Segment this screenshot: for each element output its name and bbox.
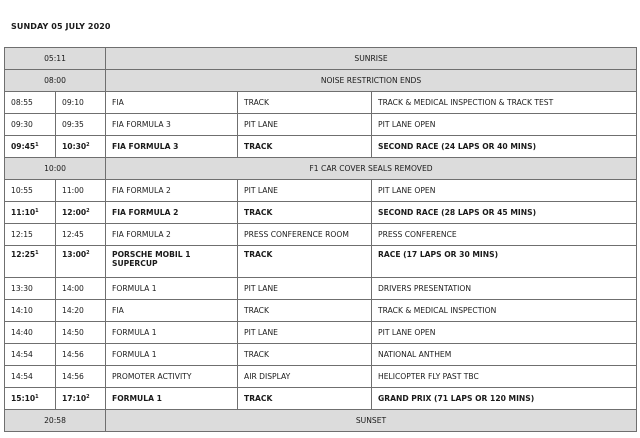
start-time: $09:45^1$ xyxy=(5,136,56,158)
session-row xyxy=(5,366,637,388)
milestone-time: 10:00 xyxy=(5,158,106,180)
activity: SECOND RACE (28 LAPS OR 45 MINS) xyxy=(372,202,637,224)
end-time-footnote: 2 xyxy=(86,394,90,400)
session-row xyxy=(5,246,637,278)
session-row xyxy=(5,388,637,410)
milestone-row xyxy=(5,158,637,180)
start-time: 14:54 xyxy=(5,366,56,388)
milestone-time: 05:11 xyxy=(5,48,106,70)
end-time-footnote: 2 xyxy=(86,142,90,148)
category: FORMULA 1 xyxy=(106,278,238,300)
end-time-footnote: 2 xyxy=(86,208,90,214)
session-row xyxy=(5,92,637,114)
category: FIA xyxy=(106,300,238,322)
end-time: 14:56 xyxy=(56,366,106,388)
location: AIR DISPLAY xyxy=(238,366,372,388)
session-row xyxy=(5,136,637,158)
end-time: 11:00 xyxy=(56,180,106,202)
milestone-label: SUNRISE xyxy=(106,48,637,70)
end-time-footnote: 2 xyxy=(86,250,90,256)
category: FIA FORMULA 3 xyxy=(106,136,238,158)
start-time: $12:25^1$ xyxy=(5,246,56,278)
activity: SECOND RACE (24 LAPS OR 40 MINS) xyxy=(372,136,637,158)
location: TRACK xyxy=(238,344,372,366)
milestone-time: 20:58 xyxy=(5,410,106,432)
category: PROMOTER ACTIVITY xyxy=(106,366,238,388)
start-time: $15:10^1$ xyxy=(5,388,56,410)
milestone-label: NOISE RESTRICTION ENDS xyxy=(106,70,637,92)
location: TRACK xyxy=(238,136,372,158)
session-row xyxy=(5,278,637,300)
activity: TRACK & MEDICAL INSPECTION xyxy=(372,300,637,322)
start-time-footnote: 1 xyxy=(35,208,39,214)
start-time: 12:15 xyxy=(5,224,56,246)
category: FIA xyxy=(106,92,238,114)
category: FIA FORMULA 2 xyxy=(106,224,238,246)
start-time: $11:10^1$ xyxy=(5,202,56,224)
session-row xyxy=(5,180,637,202)
milestone-label: F1 CAR COVER SEALS REMOVED xyxy=(106,158,637,180)
session-row xyxy=(5,300,637,322)
milestone-time: 08:00 xyxy=(5,70,106,92)
location: PRESS CONFERENCE ROOM xyxy=(238,224,372,246)
location: TRACK xyxy=(238,388,372,410)
category: FORMULA 1 xyxy=(106,344,238,366)
end-time: 12:45 xyxy=(56,224,106,246)
end-time: $12:00^2$ xyxy=(56,202,106,224)
milestone-label: SUNSET xyxy=(106,410,637,432)
activity: RACE (17 LAPS OR 30 MINS) xyxy=(372,246,637,278)
session-row xyxy=(5,114,637,136)
start-time: 14:40 xyxy=(5,322,56,344)
end-time: 14:56 xyxy=(56,344,106,366)
start-time: 14:54 xyxy=(5,344,56,366)
milestone-row xyxy=(5,48,637,70)
activity: TRACK & MEDICAL INSPECTION & TRACK TEST xyxy=(372,92,637,114)
location: TRACK xyxy=(238,246,372,278)
schedule-table xyxy=(4,47,637,432)
location: PIT LANE xyxy=(238,180,372,202)
category: FORMULA 1 xyxy=(106,388,238,410)
session-row xyxy=(5,202,637,224)
activity: DRIVERS PRESENTATION xyxy=(372,278,637,300)
milestone-row xyxy=(5,70,637,92)
category: PORSCHE MOBIL 1 SUPERCUP xyxy=(106,246,238,278)
location: PIT LANE xyxy=(238,322,372,344)
start-time-footnote: 1 xyxy=(35,142,39,148)
activity: PRESS CONFERENCE xyxy=(372,224,637,246)
category: FIA FORMULA 3 xyxy=(106,114,238,136)
location: TRACK xyxy=(238,300,372,322)
location: PIT LANE xyxy=(238,114,372,136)
activity: PIT LANE OPEN xyxy=(372,180,637,202)
end-time: 14:50 xyxy=(56,322,106,344)
start-time: 08:55 xyxy=(5,92,56,114)
activity: PIT LANE OPEN xyxy=(372,322,637,344)
end-time: 09:35 xyxy=(56,114,106,136)
session-row xyxy=(5,224,637,246)
start-time-footnote: 1 xyxy=(35,394,39,400)
milestone-row xyxy=(5,410,637,432)
end-time: $10:30^2$ xyxy=(56,136,106,158)
start-time: 14:10 xyxy=(5,300,56,322)
end-time: 14:20 xyxy=(56,300,106,322)
activity: GRAND PRIX (71 LAPS OR 120 MINS) xyxy=(372,388,637,410)
end-time: $13:00^2$ xyxy=(56,246,106,278)
location: PIT LANE xyxy=(238,278,372,300)
location: TRACK xyxy=(238,92,372,114)
start-time: 13:30 xyxy=(5,278,56,300)
activity: HELICOPTER FLY PAST TBC xyxy=(372,366,637,388)
document-title: SUNDAY 05 JULY 2020 xyxy=(11,22,111,31)
location: TRACK xyxy=(238,202,372,224)
category: FIA FORMULA 2 xyxy=(106,180,238,202)
activity: NATIONAL ANTHEM xyxy=(372,344,637,366)
activity: PIT LANE OPEN xyxy=(372,114,637,136)
end-time: $17:10^2$ xyxy=(56,388,106,410)
end-time: 09:10 xyxy=(56,92,106,114)
start-time-footnote: 1 xyxy=(35,250,39,256)
category: FORMULA 1 xyxy=(106,322,238,344)
start-time: 09:30 xyxy=(5,114,56,136)
session-row xyxy=(5,322,637,344)
end-time: 14:00 xyxy=(56,278,106,300)
session-row xyxy=(5,344,637,366)
start-time: 10:55 xyxy=(5,180,56,202)
category: FIA FORMULA 2 xyxy=(106,202,238,224)
